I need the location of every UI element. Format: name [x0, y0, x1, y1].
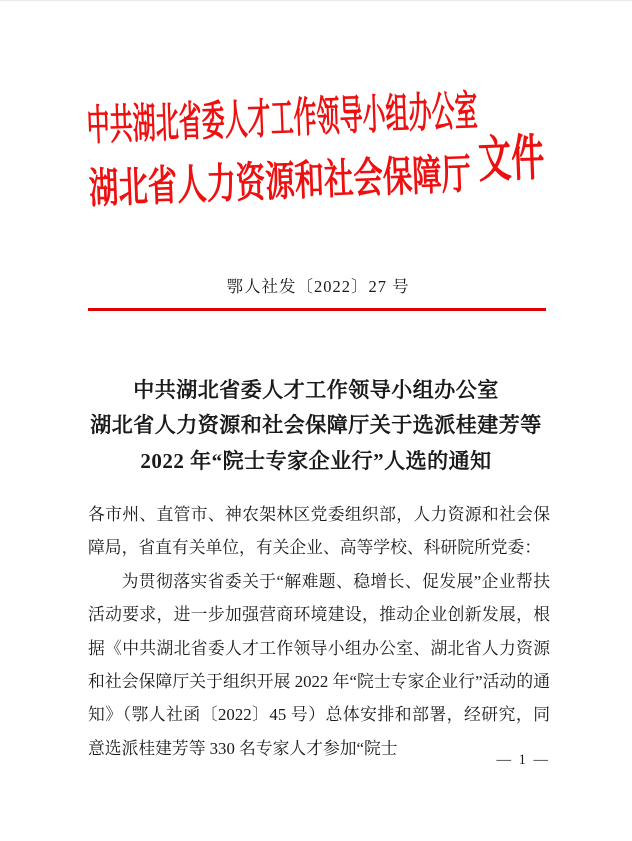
- red-letterhead: [86, 87, 550, 217]
- notice-title: [44, 373, 588, 479]
- title-line-3: 2022 年“院士专家企业行”人选的通知: [140, 448, 492, 473]
- red-divider-rule: [88, 308, 546, 311]
- salutation: 各市州、直管市、神农架林区党委组织部，人力资源和社会保障局，省直有关单位，有关企业、高等学校、科研院所党委：: [88, 505, 550, 558]
- issuer-line-2: 湖北省人力资源和社会保障厅: [88, 152, 472, 213]
- title-line-1: 中共湖北省委人才工作领导小组办公室: [133, 378, 499, 402]
- issuer-line-1: 中共湖北省委人才工作领导小组办公室: [85, 89, 479, 151]
- reference-number: 鄂人社发〔2022〕27 号: [226, 277, 410, 296]
- document-body: [88, 498, 550, 765]
- body-paragraph: 为贯彻落实省委关于“解难题、稳增长、促发展”企业帮扶活动要求，进一步加强营商环境建设，推动企业创新发展，根据《中共湖北省委人才工作领导小组办公室、湖北省人力资源和社会保障厅关于组织开展 2022 年“院士专家企业行”活动的通知》（鄂人社函〔2022〕45 号）总体安排和部署，经研究，同意选派桂建芳等 330 名专家人才参加“院士: [88, 571, 550, 758]
- title-line-2: 湖北省人力资源和社会保障厅关于选派桂建芳等: [90, 413, 542, 438]
- doc-type-label: 文件: [477, 129, 546, 188]
- page-number: — 1 —: [496, 752, 550, 768]
